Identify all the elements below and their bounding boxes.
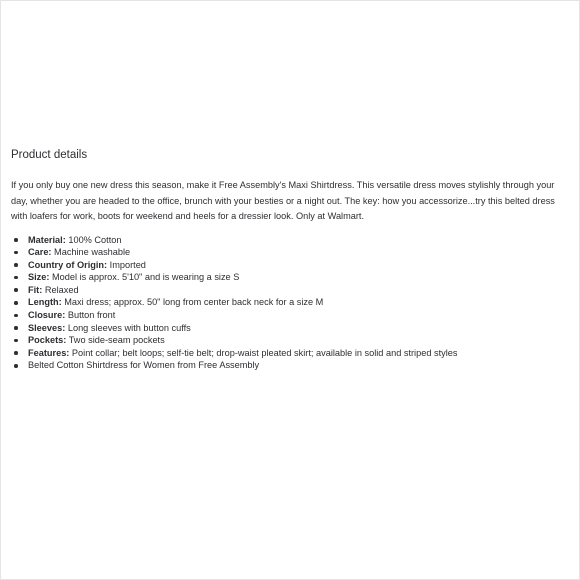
bullet-icon <box>14 326 18 330</box>
bullet-icon <box>14 339 18 343</box>
feature-closure <box>14 309 571 322</box>
feature-label: Length: <box>28 297 62 308</box>
feature-label: Material: <box>28 234 66 245</box>
feature-pockets <box>14 334 571 347</box>
feature-label: Sleeves: <box>28 322 66 333</box>
feature-label: Fit: <box>28 284 43 295</box>
product-features-list <box>11 234 571 373</box>
bullet-icon <box>14 251 18 255</box>
feature-country-of-origin <box>14 259 571 272</box>
feature-features <box>14 347 571 360</box>
bullet-icon <box>14 301 18 305</box>
bullet-icon <box>14 288 18 292</box>
feature-value: Machine washable <box>51 247 131 258</box>
feature-summary <box>14 359 571 372</box>
feature-value: Button front <box>65 310 116 321</box>
feature-value: Relaxed <box>42 284 79 295</box>
feature-material <box>14 234 571 247</box>
feature-label: Pockets: <box>28 335 67 346</box>
feature-value: Two side-seam pockets <box>66 335 165 346</box>
product-details-heading: Product details <box>11 149 88 161</box>
feature-label: Features: <box>28 347 70 358</box>
feature-value: Point collar; belt loops; self-tie belt; drop-waist pleated skirt; available in solid and striped styles <box>69 347 458 358</box>
feature-label: Size: <box>28 272 50 283</box>
feature-value: Long sleeves with button cuffs <box>65 322 191 333</box>
feature-value: Belted Cotton Shirtdress for Women from Free Assembly <box>28 360 260 371</box>
feature-sleeves <box>14 322 571 335</box>
feature-label: Care: <box>28 247 52 258</box>
bullet-icon <box>14 314 18 318</box>
feature-value: 100% Cotton <box>65 234 122 245</box>
feature-fit <box>14 284 571 297</box>
product-description: If you only buy one new dress this season, make it Free Assembly's Maxi Shirtdress. This versatile dress moves stylishly through your day, whether you are headed to the office, brunch with your besties or a night out. The key: how you accessorize...try this belted dress with loafers for work, boots for weekend and heels for a dressier look. Only at Walmart. <box>11 180 555 221</box>
feature-length <box>14 296 571 309</box>
feature-value: Maxi dress; approx. 50" long from center back neck for a size M <box>61 297 324 308</box>
bullet-icon <box>14 238 18 242</box>
feature-label: Closure: <box>28 310 66 321</box>
feature-care <box>14 246 571 259</box>
feature-value: Imported <box>107 259 146 270</box>
product-details-section <box>11 147 571 372</box>
bullet-icon <box>14 351 18 355</box>
bullet-icon <box>14 276 18 280</box>
feature-label: Country of Origin: <box>28 259 108 270</box>
feature-value: Model is approx. 5'10" and is wearing a size S <box>49 272 240 283</box>
feature-size <box>14 271 571 284</box>
bullet-icon <box>14 263 18 267</box>
bullet-icon <box>14 364 18 368</box>
